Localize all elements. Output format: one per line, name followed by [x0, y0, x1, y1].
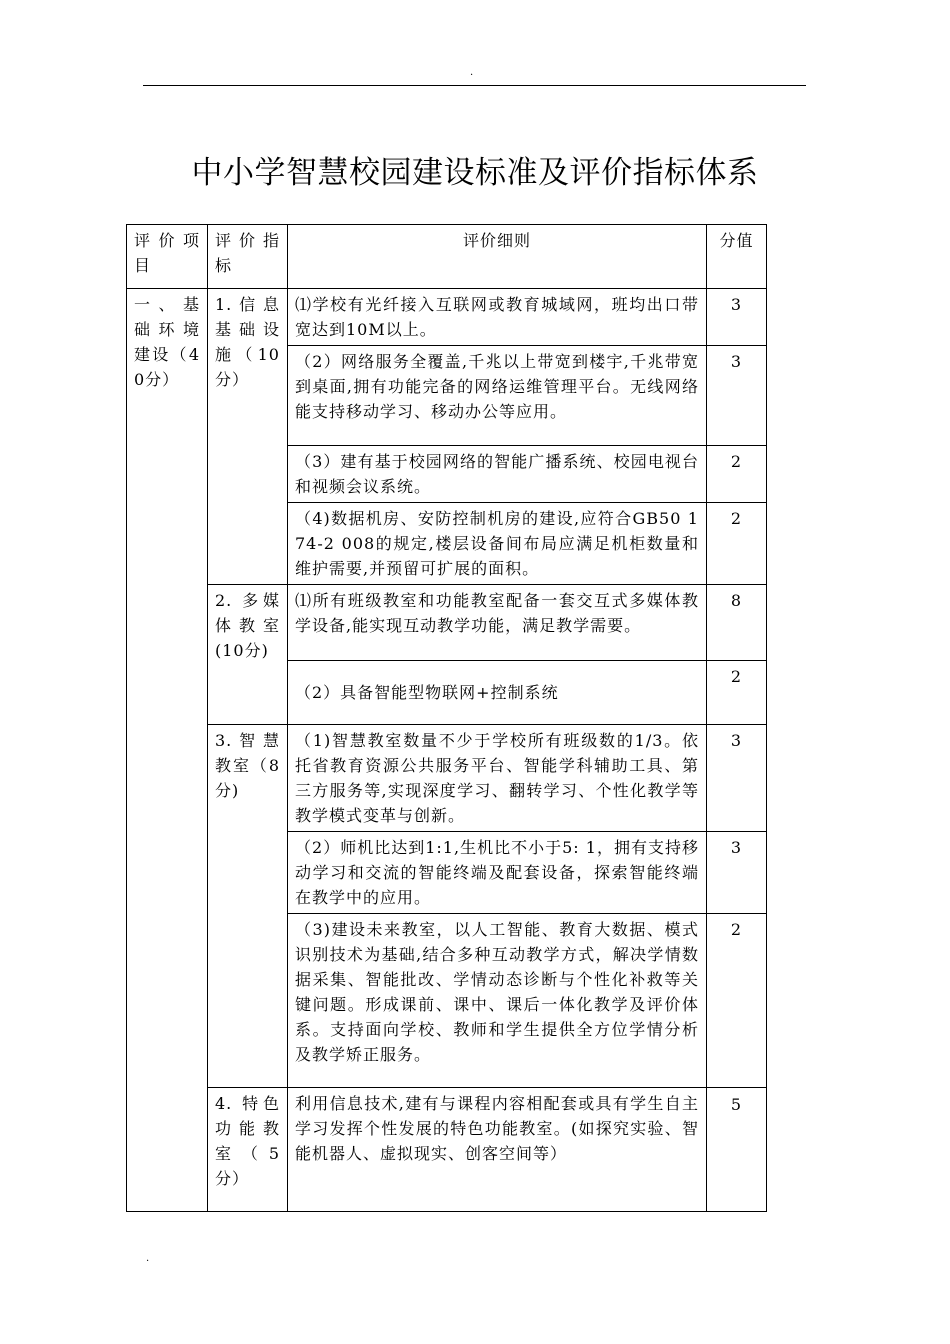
detail-cell: ⑴所有班级教室和功能教室配备一套交互式多媒体教学设备,能实现互动教学功能，满足教学需要。: [288, 585, 707, 661]
header-dot: .: [470, 67, 474, 78]
detail-cell: （2）具备智能型物联网+控制系统: [288, 661, 707, 725]
column-header-indicator: 评价指标: [208, 225, 288, 289]
score-cell: 2: [707, 914, 767, 1088]
column-header-score: 分值: [707, 225, 767, 289]
footer-dot: .: [146, 1253, 150, 1264]
indicator-cell: 1.信息基础设施（10分）: [208, 289, 288, 585]
detail-cell: （2）网络服务全覆盖,千兆以上带宽到楼宇,千兆带宽到桌面,拥有功能完备的网络运维管理平台。无线网络能支持移动学习、移动办公等应用。: [288, 346, 707, 446]
table-row: [127, 585, 767, 661]
table-row: [127, 1088, 767, 1212]
indicator-cell: 4. 特色功能教室（5分）: [208, 1088, 288, 1212]
detail-cell: 利用信息技术,建有与课程内容相配套或具有学生自主学习发挥个性发展的特色功能教室。(如探究实验、智能机器人、虚拟现实、创客空间等）: [288, 1088, 707, 1212]
score-cell: 3: [707, 725, 767, 832]
score-cell: 3: [707, 832, 767, 914]
detail-cell: （4)数据机房、安防控制机房的建设,应符合GB50 1 74-2 008的规定,楼层设备间布局应满足机柜数量和维护需要,并预留可扩展的面积。: [288, 503, 707, 585]
table-row: [127, 725, 767, 832]
score-cell: 2: [707, 503, 767, 585]
indicator-cell: 3.智慧教室（8分): [208, 725, 288, 1088]
header-rule: [143, 85, 806, 86]
score-cell: 3: [707, 289, 767, 346]
page-title: 中小学智慧校园建设标准及评价指标体系: [191, 155, 759, 191]
score-cell: 2: [707, 446, 767, 503]
score-cell: 8: [707, 585, 767, 661]
column-header-detail: 评价细则: [288, 225, 707, 289]
evaluation-item-cell: 一、基础环境建设（40分）: [127, 289, 208, 1212]
table-header-row: [127, 225, 767, 289]
detail-cell: ⑴学校有光纤接入互联网或教育城域网，班均出口带宽达到10M以上。: [288, 289, 707, 346]
indicator-cell: 2. 多媒体教室(10分): [208, 585, 288, 725]
column-header-item: 评价项目: [127, 225, 208, 289]
score-cell: 3: [707, 346, 767, 446]
table-row: [127, 289, 767, 346]
score-cell: 2: [707, 661, 767, 725]
score-cell: 5: [707, 1088, 767, 1212]
detail-cell: （3）建有基于校园网络的智能广播系统、校园电视台和视频会议系统。: [288, 446, 707, 503]
evaluation-table: [126, 224, 767, 1212]
detail-cell: （2）师机比达到1:1,生机比不小于5: 1，拥有支持移动学习和交流的智能终端及配套设备，探索智能终端在教学中的应用。: [288, 832, 707, 914]
detail-cell: （3)建设未来教室，以人工智能、教育大数据、模式识别技术为基础,结合多种互动教学方式，解决学情数据采集、智能批改、学情动态诊断与个性化补救等关键问题。形成课前、课中、课后一体化教学及评价体系。支持面向学校、教师和学生提供全方位学情分析及教学矫正服务。: [288, 914, 707, 1088]
detail-cell: （1)智慧教室数量不少于学校所有班级数的1/3。依托省教育资源公共服务平台、智能学科辅助工具、第三方服务等,实现深度学习、翻转学习、个性化教学等教学模式变革与创新。: [288, 725, 707, 832]
